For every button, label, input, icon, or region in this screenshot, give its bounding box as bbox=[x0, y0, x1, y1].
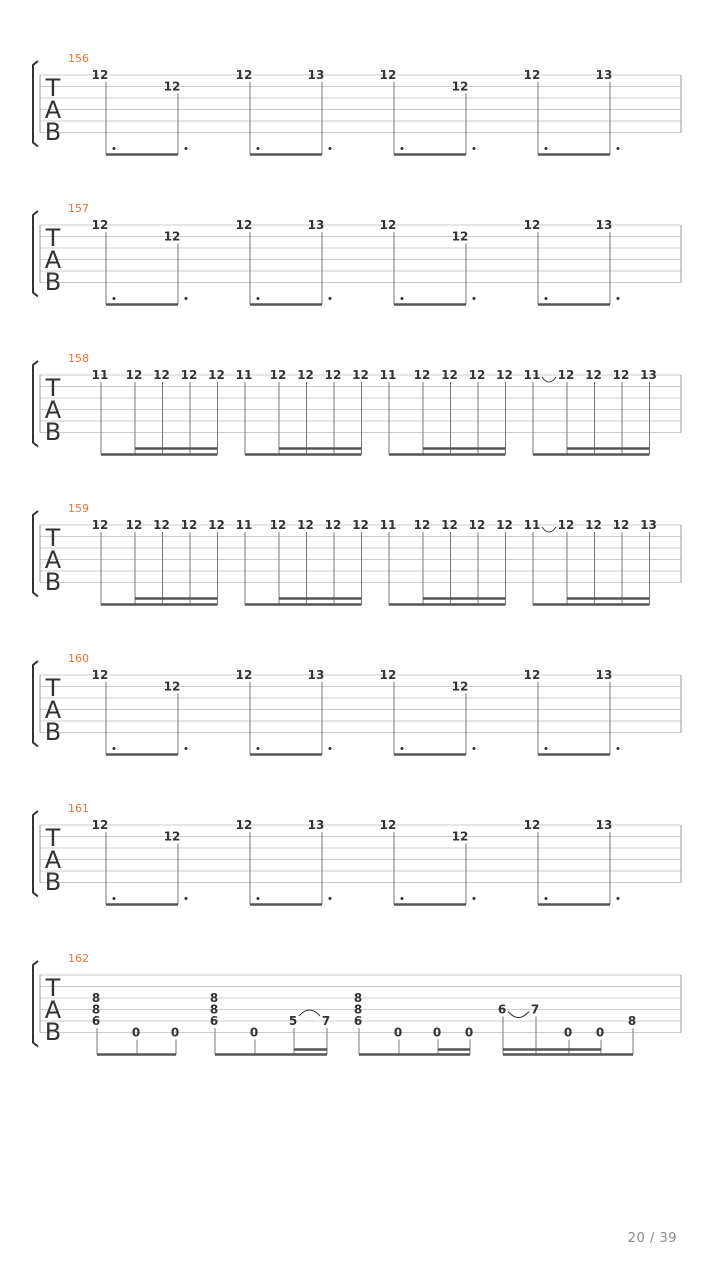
fret-number: 7 bbox=[321, 1014, 331, 1028]
fret-number: 13 bbox=[307, 68, 325, 82]
fret-number: 12 bbox=[91, 218, 109, 232]
fret-number: 0 bbox=[464, 1025, 474, 1040]
measure-number: 157 bbox=[68, 202, 89, 215]
fret-number: 12 bbox=[441, 518, 458, 532]
fret-number: 13 bbox=[307, 818, 325, 832]
tab-system bbox=[33, 52, 681, 155]
tab-clef-letter: A bbox=[44, 96, 62, 124]
tab-system bbox=[33, 202, 681, 305]
fret-number: 12 bbox=[297, 518, 314, 532]
tab-clef-letter: A bbox=[44, 246, 62, 274]
fret-number: 11 bbox=[235, 518, 253, 532]
tab-system bbox=[33, 652, 681, 755]
system-bracket bbox=[33, 211, 38, 297]
fret-number: 12 bbox=[235, 668, 253, 682]
fret-number: 13 bbox=[307, 668, 325, 682]
tab-clef-letter: A bbox=[44, 396, 62, 424]
tab-clef-letter: B bbox=[44, 418, 62, 446]
tab-clef-letter: T bbox=[45, 824, 61, 852]
measure-number: 158 bbox=[68, 352, 89, 365]
fret-number: 8 bbox=[91, 1002, 101, 1017]
fret-number: 12 bbox=[180, 518, 198, 532]
fret-number: 12 bbox=[496, 518, 513, 532]
rhythm-dot bbox=[113, 147, 116, 150]
rhythm-dot bbox=[545, 897, 548, 900]
fret-number: 12 bbox=[585, 368, 602, 382]
fret-number: 12 bbox=[91, 818, 109, 832]
fret-number: 12 bbox=[557, 368, 575, 382]
rhythm-dot bbox=[257, 747, 260, 750]
fret-number: 6 bbox=[91, 1014, 101, 1028]
fret-number: 12 bbox=[468, 368, 486, 382]
tab-clef-letter: T bbox=[45, 224, 61, 252]
rhythm-dot bbox=[401, 747, 404, 750]
tab-clef-letter: A bbox=[44, 846, 62, 874]
fret-number: 8 bbox=[627, 1014, 637, 1028]
fret-number: 5 bbox=[288, 1014, 298, 1028]
fret-number: 0 bbox=[432, 1025, 442, 1040]
fret-number: 11 bbox=[523, 368, 541, 382]
fret-number: 12 bbox=[324, 368, 342, 382]
rhythm-dot bbox=[329, 897, 332, 900]
tab-clef-letter: A bbox=[44, 546, 62, 574]
fret-number: 12 bbox=[235, 818, 253, 832]
fret-number: 12 bbox=[557, 518, 575, 532]
slur bbox=[508, 1012, 529, 1018]
tab-system bbox=[33, 502, 681, 605]
fret-number: 12 bbox=[352, 368, 369, 382]
rhythm-dot bbox=[473, 897, 476, 900]
rhythm-dot bbox=[473, 297, 476, 300]
rhythm-dot bbox=[185, 297, 188, 300]
fret-number: 0 bbox=[170, 1025, 180, 1040]
rhythm-dot bbox=[329, 747, 332, 750]
fret-number: 12 bbox=[379, 218, 397, 232]
rhythm-dot bbox=[545, 147, 548, 150]
tab-clef-letter: B bbox=[44, 1018, 62, 1046]
slur bbox=[542, 527, 556, 532]
fret-number: 12 bbox=[163, 679, 181, 694]
rhythm-dot bbox=[257, 147, 260, 150]
fret-number: 12 bbox=[297, 368, 314, 382]
rhythm-dot bbox=[113, 747, 116, 750]
fret-number: 8 bbox=[353, 1002, 363, 1017]
fret-number: 12 bbox=[125, 518, 143, 532]
fret-number: 12 bbox=[180, 368, 198, 382]
rhythm-dot bbox=[617, 147, 620, 150]
fret-number: 11 bbox=[91, 368, 109, 382]
tab-clef-letter: B bbox=[44, 268, 62, 296]
fret-number: 6 bbox=[353, 1014, 363, 1028]
tab-system bbox=[33, 802, 681, 905]
measure-number: 161 bbox=[68, 802, 89, 815]
fret-number: 12 bbox=[352, 518, 369, 532]
fret-number: 12 bbox=[235, 68, 253, 82]
fret-number: 13 bbox=[640, 368, 657, 382]
tab-clef-letter: T bbox=[45, 74, 61, 102]
tab-clef-letter: A bbox=[44, 696, 62, 724]
fret-number: 12 bbox=[413, 518, 431, 532]
fret-number: 12 bbox=[91, 68, 109, 82]
fret-number: 8 bbox=[209, 1002, 219, 1017]
system-bracket bbox=[33, 811, 38, 897]
slur bbox=[542, 377, 556, 382]
tab-clef-letter: T bbox=[45, 374, 61, 402]
fret-number: 8 bbox=[209, 991, 219, 1005]
fret-number: 12 bbox=[208, 368, 225, 382]
fret-number: 12 bbox=[523, 218, 541, 232]
slur bbox=[299, 1010, 320, 1016]
tab-clef-letter: T bbox=[45, 974, 61, 1002]
rhythm-dot bbox=[185, 897, 188, 900]
rhythm-dot bbox=[401, 297, 404, 300]
fret-number: 12 bbox=[413, 368, 431, 382]
rhythm-dot bbox=[329, 147, 332, 150]
fret-number: 13 bbox=[595, 668, 613, 682]
measure-number: 156 bbox=[68, 52, 89, 65]
rhythm-dot bbox=[473, 747, 476, 750]
fret-number: 12 bbox=[612, 368, 630, 382]
rhythm-dot bbox=[545, 747, 548, 750]
fret-number: 12 bbox=[496, 368, 513, 382]
fret-number: 12 bbox=[523, 68, 541, 82]
fret-number: 12 bbox=[125, 368, 143, 382]
tab-clef-letter: T bbox=[45, 524, 61, 552]
fret-number: 13 bbox=[595, 218, 613, 232]
fret-number: 12 bbox=[379, 68, 397, 82]
fret-number: 12 bbox=[468, 518, 486, 532]
fret-number: 6 bbox=[209, 1014, 219, 1028]
rhythm-dot bbox=[329, 297, 332, 300]
fret-number: 12 bbox=[324, 518, 342, 532]
tab-system bbox=[33, 352, 681, 455]
fret-number: 12 bbox=[153, 368, 170, 382]
fret-number: 12 bbox=[91, 518, 109, 532]
system-bracket bbox=[33, 961, 38, 1047]
fret-number: 0 bbox=[563, 1025, 573, 1040]
fret-number: 12 bbox=[585, 518, 602, 532]
fret-number: 12 bbox=[153, 518, 170, 532]
fret-number: 12 bbox=[91, 668, 109, 682]
fret-number: 12 bbox=[379, 818, 397, 832]
fret-number: 12 bbox=[441, 368, 458, 382]
fret-number: 11 bbox=[523, 518, 541, 532]
rhythm-dot bbox=[473, 147, 476, 150]
fret-number: 13 bbox=[307, 218, 325, 232]
tab-clef-letter: B bbox=[44, 718, 62, 746]
fret-number: 0 bbox=[249, 1025, 259, 1040]
rhythm-dot bbox=[113, 297, 116, 300]
fret-number: 11 bbox=[379, 518, 397, 532]
fret-number: 12 bbox=[235, 218, 253, 232]
fret-number: 12 bbox=[269, 368, 287, 382]
fret-number: 12 bbox=[163, 829, 181, 844]
tab-clef-letter: B bbox=[44, 118, 62, 146]
fret-number: 6 bbox=[497, 1002, 507, 1017]
fret-number: 12 bbox=[451, 679, 469, 694]
rhythm-dot bbox=[401, 897, 404, 900]
rhythm-dot bbox=[617, 897, 620, 900]
fret-number: 12 bbox=[523, 818, 541, 832]
rhythm-dot bbox=[617, 297, 620, 300]
fret-number: 8 bbox=[353, 991, 363, 1005]
measure-number: 159 bbox=[68, 502, 89, 515]
system-bracket bbox=[33, 511, 38, 597]
fret-number: 0 bbox=[393, 1025, 403, 1040]
fret-number: 12 bbox=[451, 829, 469, 844]
fret-number: 12 bbox=[163, 79, 181, 94]
fret-number: 12 bbox=[208, 518, 225, 532]
rhythm-dot bbox=[545, 297, 548, 300]
tab-clef-letter: T bbox=[45, 674, 61, 702]
fret-number: 12 bbox=[163, 229, 181, 244]
fret-number: 12 bbox=[269, 518, 287, 532]
tab-clef-letter: B bbox=[44, 868, 62, 896]
fret-number: 12 bbox=[523, 668, 541, 682]
measure-number: 160 bbox=[68, 652, 89, 665]
tab-clef-letter: B bbox=[44, 568, 62, 596]
fret-number: 0 bbox=[595, 1025, 605, 1040]
fret-number: 12 bbox=[451, 229, 469, 244]
measure-number: 162 bbox=[68, 952, 89, 965]
rhythm-dot bbox=[257, 297, 260, 300]
rhythm-dot bbox=[113, 897, 116, 900]
fret-number: 8 bbox=[91, 991, 101, 1005]
rhythm-dot bbox=[185, 147, 188, 150]
fret-number: 12 bbox=[451, 79, 469, 94]
system-bracket bbox=[33, 61, 38, 147]
rhythm-dot bbox=[617, 747, 620, 750]
rhythm-dot bbox=[401, 147, 404, 150]
rhythm-dot bbox=[257, 897, 260, 900]
fret-number: 11 bbox=[235, 368, 253, 382]
fret-number: 12 bbox=[612, 518, 630, 532]
tab-clef-letter: A bbox=[44, 996, 62, 1024]
fret-number: 12 bbox=[379, 668, 397, 682]
fret-number: 13 bbox=[595, 818, 613, 832]
fret-number: 7 bbox=[530, 1002, 540, 1017]
fret-number: 13 bbox=[595, 68, 613, 82]
fret-number: 0 bbox=[131, 1025, 141, 1040]
system-bracket bbox=[33, 361, 38, 447]
fret-number: 13 bbox=[640, 518, 657, 532]
rhythm-dot bbox=[185, 747, 188, 750]
system-bracket bbox=[33, 661, 38, 747]
page-number: 20 / 39 bbox=[627, 1231, 677, 1246]
fret-number: 11 bbox=[379, 368, 397, 382]
tab-system bbox=[33, 952, 681, 1055]
